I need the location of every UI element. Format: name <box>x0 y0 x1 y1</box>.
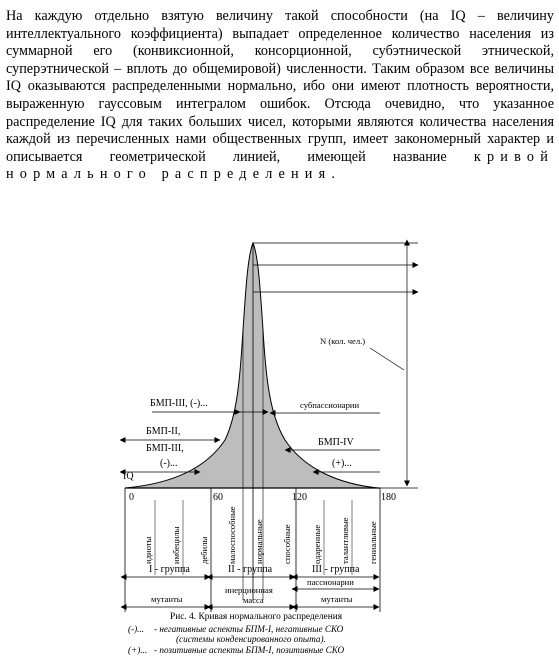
bmp2-label: БМП-II, <box>146 426 181 437</box>
mutants-right-label: мутанты <box>321 594 353 604</box>
legend-neg-text-2: (системы конденсированного опыта). <box>176 634 326 644</box>
legend-pos-text: - позитивные аспекты БПМ-I, позитивные СКО <box>154 645 345 655</box>
col-label-gifted: одаренные <box>312 524 322 564</box>
n-label: N (кол. чел.) <box>320 336 366 346</box>
col-label-low-ability: малоспособные <box>227 506 237 564</box>
mutants-left-label: мутанты <box>151 594 183 604</box>
figure-caption: Рис. 4. Кривая нормального распределения <box>170 612 343 622</box>
col-label-idiots: идиоты <box>143 536 153 564</box>
group-2-label: II - группа <box>228 564 273 575</box>
group-1-label: I - группа <box>149 564 190 575</box>
paragraph-end: . <box>331 166 335 183</box>
minus-symbol: (-)... <box>160 458 178 469</box>
col-label-debils: дебилы <box>199 536 209 564</box>
col-label-talented: талантливые <box>340 517 350 564</box>
inertia-label-2: масса <box>243 595 264 605</box>
legend-neg-text: - негативные аспекты БПМ-I, негативные СКО <box>154 624 344 634</box>
paragraph-main-text: На каждую отдельно взятую величину такой способности (на IQ – величину интеллектуального коэффициента) выпадает определенное количество населения из суммарной его (конвиксионной, консорционной, субэтнической этнической, суперэтнической – вплоть до общемировой) численности. Таким образом все величины IQ оказываются распределенными нормально, ибо они имеют плотность вероятности, выраженную гауссовым интегралом ошибок. Отсюда очевидно, что указанное распределение IQ для таких больших чисел, которыми являются количества населения каждой из перечисленных нами общественных групп, имеет закономерный характер и описывается геометрической линией, имеющей название <box>6 8 554 165</box>
legend-pos-symbol: (+)... <box>128 645 148 655</box>
tick-60: 60 <box>213 492 223 503</box>
bmp4-label: БМП-IV <box>318 437 354 448</box>
tick-0: 0 <box>129 492 134 503</box>
col-label-normal: нормальные <box>254 519 264 564</box>
iq-axis-label: IQ <box>123 471 134 482</box>
col-label-geniuses: гениальные <box>368 521 378 564</box>
col-label-imbeciles: имбецилы <box>171 526 181 564</box>
col-label-capable: способные <box>282 524 292 564</box>
bmp3-label-2: БМП-III, <box>146 443 184 454</box>
bmp3-label-top: БМП-III, (-)... <box>150 398 208 409</box>
group-3-label: III - группа <box>312 564 360 575</box>
subpassionaries-label: субпассионарии <box>300 400 360 410</box>
passionaries-label: пассионарии <box>307 577 354 587</box>
plus-symbol: (+)... <box>332 458 352 469</box>
paragraph-spaced-term: кривой нормального распределения <box>6 148 554 183</box>
tick-180: 180 <box>381 492 396 503</box>
inertia-label-1: инерционная <box>225 585 273 595</box>
legend-neg-symbol: (-)... <box>128 624 145 634</box>
tick-120: 120 <box>292 492 307 503</box>
n-leader <box>370 348 404 370</box>
